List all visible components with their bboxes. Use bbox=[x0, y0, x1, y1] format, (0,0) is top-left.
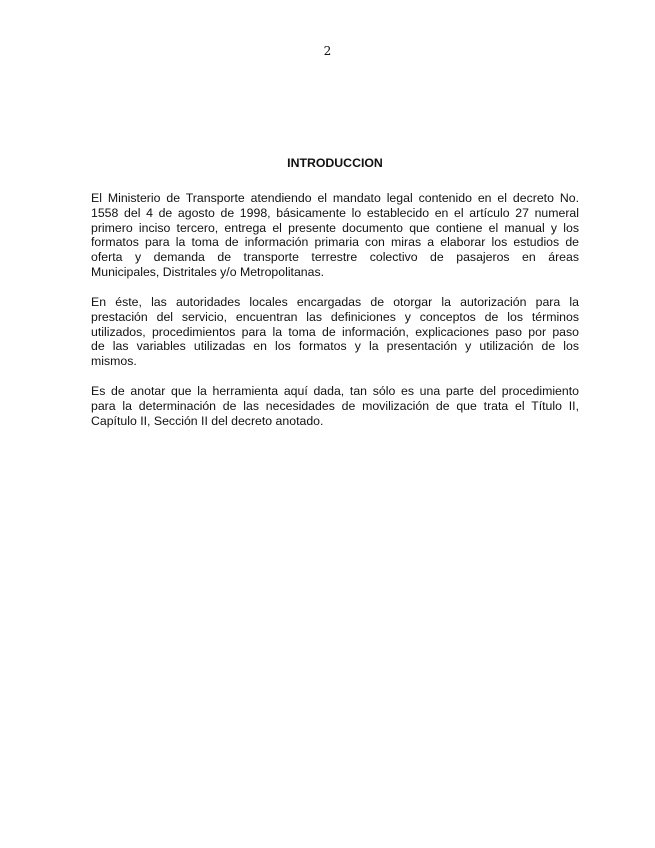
paragraph-line: Capítulo II, Sección II del decreto anotado. bbox=[91, 413, 324, 428]
paragraph-line: de las variables utilizadas en los formatos y la presentación y utilización de los bbox=[91, 339, 579, 354]
document-title: INTRODUCCION bbox=[287, 156, 383, 170]
paragraph-line: 1558 del 4 de agosto de 1998, básicamente lo establecido en el artículo 27 numeral bbox=[91, 205, 579, 220]
paragraph-line: mismos. bbox=[91, 354, 137, 369]
paragraph-line: prestación del servicio, encuentran las definiciones y conceptos de los términos bbox=[91, 309, 579, 324]
paragraph-line: Es de anotar que la herramienta aquí dada, tan sólo es una parte del procedimiento bbox=[91, 384, 579, 398]
paragraph-line: Municipales, Distritales y/o Metropolitanas. bbox=[91, 264, 325, 279]
paragraph-line: para la determinación de las necesidades de movilización de que trata el Título II, bbox=[91, 398, 579, 413]
paragraph-line: formatos para la toma de información primaria con miras a elaborar los estudios de bbox=[91, 235, 579, 250]
paragraph-line: utilizados, procedimientos para la toma de información, explicaciones paso por paso bbox=[91, 324, 579, 339]
page-number: 2 bbox=[323, 44, 332, 58]
paragraph-intro bbox=[91, 191, 579, 280]
paragraph-note bbox=[91, 384, 579, 428]
paragraph-line: primero inciso tercero, entrega el presente documento que contiene el manual y los bbox=[91, 220, 579, 235]
paragraph-line: oferta y demanda de transporte terrestre colectivo de pasajeros en áreas bbox=[91, 250, 579, 265]
paragraph-line: En éste, las autoridades locales encargadas de otorgar la autorización para la bbox=[91, 295, 579, 309]
paragraph-line: El Ministerio de Transporte atendiendo el mandato legal contenido en el decreto No. bbox=[91, 191, 579, 205]
paragraph-authorities bbox=[91, 295, 579, 369]
